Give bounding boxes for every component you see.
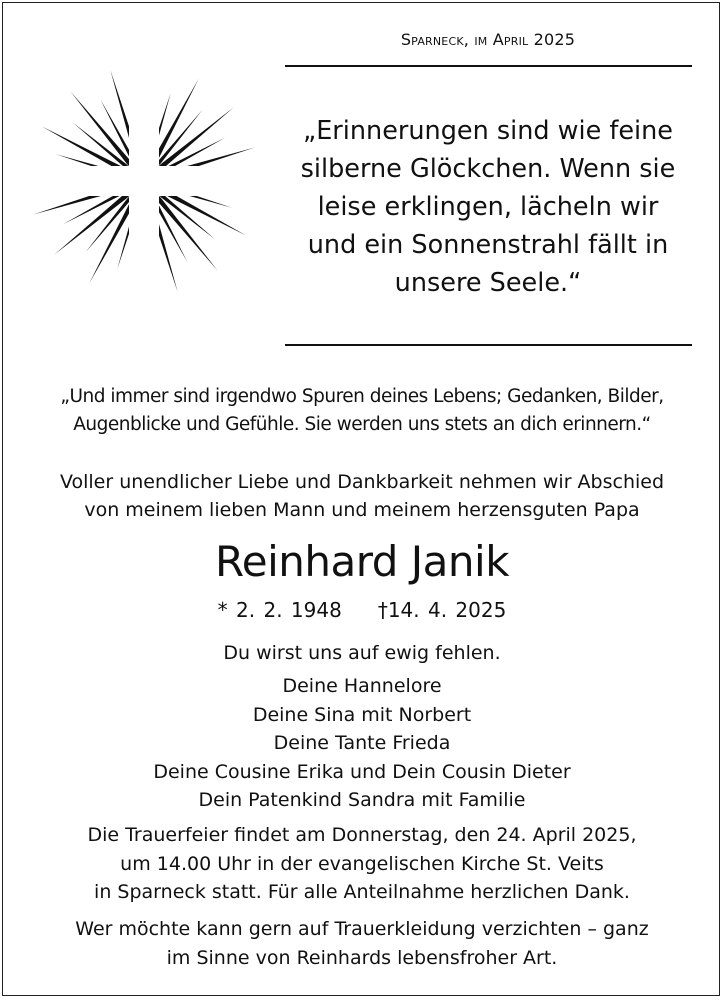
signature-item: Dein Patenkind Sandra mit Familie	[198, 789, 526, 811]
deceased-name: Reinhard Janik	[214, 537, 510, 586]
note-line: im Sinne von Reinhards lebensfroher Art.	[166, 946, 558, 969]
service-details	[0, 821, 724, 907]
signature-list	[0, 672, 724, 815]
secondary-quote	[0, 383, 724, 439]
death-date: †14. 4. 2025	[377, 598, 507, 622]
service-line: in Sparneck statt. Für alle Anteilnahme herzlichen Dank.	[94, 881, 630, 903]
main-quote	[284, 112, 692, 302]
life-dates	[0, 596, 724, 624]
signature-item: Deine Tante Frieda	[273, 732, 451, 754]
divider-top	[285, 65, 692, 67]
main-quote-line: unsere Seele.“	[394, 268, 582, 298]
service-line: Die Trauerfeier findet am Donnerstag, den 24. April 2025,	[87, 824, 637, 846]
signature-item: Deine Sina mit Norbert	[252, 703, 472, 726]
farewell-intro	[0, 468, 724, 524]
secondary-quote-line: Augenblicke und Gefühle. Sie werden uns stets an dich erinnern.“	[73, 414, 651, 435]
note-line: Wer möchte kann gern auf Trauerkleidung verzichten – ganz	[75, 918, 649, 940]
place-date: Sparneck, im April 2025	[400, 30, 576, 49]
signature-item: Deine Hannelore	[282, 675, 442, 697]
main-quote-line: und ein Sonnenstrahl fällt in	[307, 230, 669, 260]
intro-line: von meinem lieben Mann und meinem herzensguten Papa	[84, 499, 640, 521]
secondary-quote-line: „Und immer sind irgendwo Spuren deines Lebens; Gedanken, Bilder,	[60, 386, 664, 407]
main-quote-line: leise erklingen, lächeln wir	[317, 192, 659, 222]
birth-date: * 2. 2. 1948	[217, 598, 342, 622]
service-line: um 14.00 Uhr in der evangelischen Kirche St. Veits	[120, 852, 604, 875]
intro-line: Voller unendlicher Liebe und Dankbarkeit nehmen wir Abschied	[59, 471, 665, 493]
signature-item: Deine Cousine Erika und Dein Cousin Dieter	[153, 760, 571, 783]
cross-horizontal-beam	[28, 166, 260, 196]
farewell-line: Du wirst uns auf ewig fehlen.	[223, 642, 501, 664]
main-quote-line: silberne Glöckchen. Wenn sie	[300, 154, 676, 184]
radiant-cross-icon	[28, 66, 260, 298]
dress-code-note	[0, 915, 724, 972]
divider-bottom	[285, 344, 692, 346]
main-quote-line: „Erinnerungen sind wie feine	[302, 116, 673, 146]
